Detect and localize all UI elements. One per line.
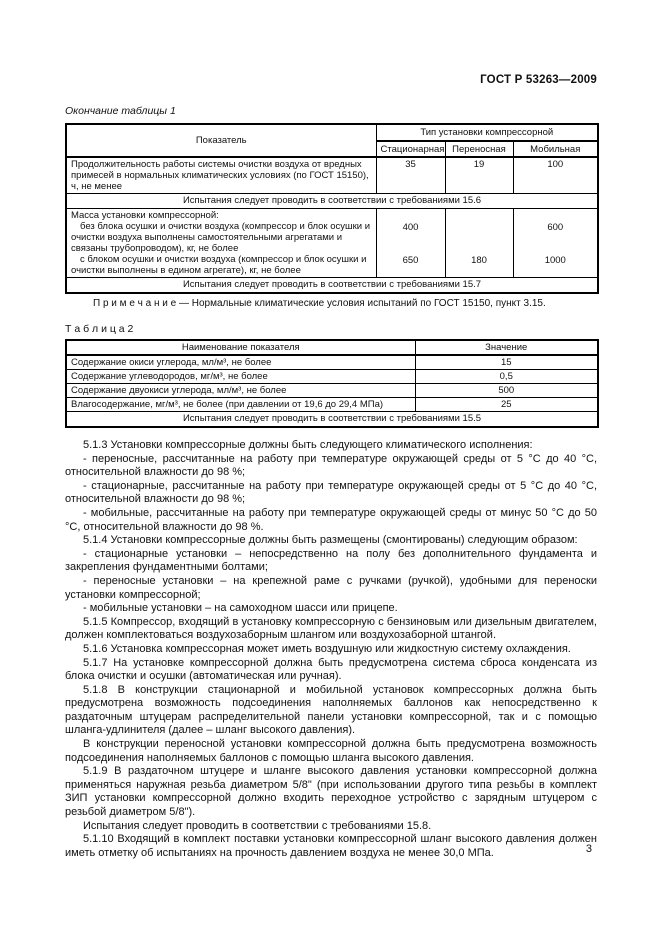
- table-row-test-note-2: [66, 278, 598, 294]
- mass-title: Масса установки компрессорной:: [71, 210, 219, 221]
- row-label: Содержание окиси углерода, мл/м³, не более: [66, 355, 415, 370]
- row-label: Содержание углеводородов, мг/м³, не более: [66, 370, 415, 384]
- table1-header-mobile: Мобильная: [513, 141, 598, 157]
- table-row-test-note-1: [66, 194, 598, 209]
- paragraph-5-1-7: 5.1.7 На установке компрессорной должна быть предусмотрена система сброса конденсата из блока очистки и осушки (автоматическая или ручная).: [65, 656, 597, 683]
- mass-item2-portable: 180: [471, 255, 487, 266]
- mass-item1-stationary: 400: [402, 222, 419, 233]
- paragraph-continuation: В конструкции переносной установки компрессорной должна быть предусмотрена возможность подсоединения наполняемых баллонов с помощью шланга высокого давления.: [65, 738, 597, 764]
- test-note-15-6: Испытания следует проводить в соответствии с требованиями 15.6: [66, 194, 598, 209]
- table-row-mass: [66, 209, 598, 278]
- paragraph-5-1-3: 5.1.3 Установки компрессорные должны быть следующего климатического исполнения:: [83, 439, 533, 451]
- page-number: 3: [585, 843, 592, 855]
- paragraph-5-1-9: 5.1.9 В раздаточном штуцере и шланге высокого давления установки компрессорной должна применяться наружная резьба диаметром 5/8" (при использовании другого типа резьбы в комплект ЗИП установки компрессорной должно входить переходное устройство с зарядным штуцером с резьбой диаметром 5/8").: [65, 765, 597, 819]
- duration-portable: 19: [445, 157, 513, 194]
- list-item: - стационарные, рассчитанные на работу при температуре окружающей среды от 5 °С до 40 °С, относительной влажности до 98 %;: [65, 479, 597, 506]
- paragraph-5-1-10: 5.1.10 Входящий в комплект поставки установки компрессорной шланг высокого давления должен иметь отметку об испытаниях на прочность давлением воздуха не менее 30,0 МПа.: [65, 833, 597, 859]
- mass-mobile-cell: [513, 209, 598, 278]
- table-row-test-note: [66, 412, 598, 428]
- mass-label-cell: [66, 209, 376, 278]
- mass-item2-mobile: 1000: [544, 255, 566, 266]
- paragraph-5-1-4: 5.1.4 Установки компрессорные должны быть размещены (смонтированы) следующим образом:: [83, 534, 578, 547]
- row-value: 15: [415, 355, 598, 370]
- mass-item1-mobile: 600: [547, 222, 564, 233]
- table1-header-indicator: Показатель: [66, 124, 376, 157]
- row-value: 0,5: [415, 370, 598, 384]
- table1-footnote: П р и м е ч а н и е — Нормальные климатические условия испытаний по ГОСТ 15150, пункт 3.15.: [93, 298, 546, 309]
- mass-item2-stationary: 650: [402, 255, 419, 266]
- duration-mobile: 100: [513, 157, 598, 194]
- document-code: ГОСТ Р 53263—2009: [480, 74, 597, 86]
- table1-header-portable: Переносная: [445, 141, 513, 157]
- table-row: [66, 384, 598, 398]
- row-value: 25: [415, 398, 598, 412]
- paragraph-5-1-6: 5.1.6 Установка компрессорная может иметь воздушную или жидкостную систему охлаждения.: [83, 642, 571, 655]
- duration-stationary: 35: [376, 157, 445, 194]
- test-note-15-7: Испытания следует проводить в соответствии с требованиями 15.7: [66, 278, 598, 294]
- page-content: [65, 0, 597, 860]
- table-row-duration: [66, 157, 598, 194]
- duration-label: Продолжительность работы системы очистки воздуха от вредных примесей в нормальных климатических условиях (по ГОСТ 15150), ч, не менее: [66, 157, 376, 194]
- mass-stationary-cell: [376, 209, 445, 278]
- mass-portable-cell: [445, 209, 513, 278]
- table1-header-stationary: Стационарная: [376, 141, 445, 157]
- row-value: 500: [415, 384, 598, 398]
- list-item: - стационарные установки – непосредственно на полу без дополнительного фундамента и закрепления фундаментными болтами;: [65, 547, 597, 574]
- paragraph-5-1-5: 5.1.5 Компрессор, входящий в установку компрессорную с бензиновым или дизельным двигателем, должен комплектоваться воздухозаборным шлангом или воздухозаборной штангой.: [65, 615, 597, 642]
- paragraph-5-1-8: 5.1.8 В конструкции стационарной и мобильной установок компрессорных должна быть предусмотрена возможность подсоединения наполняемых баллонов как непосредственно к раздаточным штуцерам распределительной панели установки компрессорной, так и с помощью шланга-удлинителя (далее – шланг высокого давления).: [65, 683, 597, 737]
- paragraph-test-note: Испытания следует проводить в соответствии с требованиями 15.8.: [83, 819, 432, 832]
- mass-item2-label: с блоком осушки и очистки воздуха (компрессор и блок осушки и очистки выполнены в едином агрегате), кг, не более: [71, 254, 367, 276]
- table2-header-name: Наименование показателя: [66, 340, 415, 355]
- list-item: - переносные, рассчитанные на работу при температуре окружающей среды от 5 °С до 40 °С, относительной влажности до 98 %;: [65, 452, 597, 479]
- table-row: [66, 398, 598, 412]
- table2: [65, 339, 599, 428]
- test-note-15-5: Испытания следует проводить в соответствии с требованиями 15.5: [66, 412, 598, 428]
- mass-item1-label: без блока осушки и очистки воздуха (компрессор и блок осушки и очистки воздуха выполнены самостоятельными агрегатами и связаны трубопроводом), кг, не более: [71, 221, 371, 254]
- table1-header-row-group: [66, 124, 598, 141]
- table-row: [66, 370, 598, 384]
- table1: [65, 123, 599, 294]
- row-label: Содержание двуокиси углерода, мл/м³, не более: [66, 384, 415, 398]
- list-item: - мобильные, рассчитанные на работу при температуре окружающей среды от минус 50 °С до 50 °С, относительной влажности до 98 %.: [65, 506, 597, 533]
- list-item: - переносные установки – на крепежной раме с ручками (ручкой), удобными для переноски установки компрессорной;: [65, 574, 597, 601]
- table2-header-value: Значение: [415, 340, 598, 355]
- table2-header-row: [66, 340, 598, 355]
- list-item: - мобильные установки – на самоходном шасси или прицепе.: [83, 602, 398, 615]
- table2-label: Т а б л и ц а 2: [65, 323, 134, 335]
- body-text: [65, 439, 597, 860]
- table1-caption: Окончание таблицы 1: [65, 105, 176, 117]
- table1-header-group: Тип установки компрессорной: [376, 124, 598, 141]
- table-row: [66, 355, 598, 370]
- row-label: Влагосодержание, мг/м³, не более (при давлении от 19,6 до 29,4 МПа): [66, 398, 415, 412]
